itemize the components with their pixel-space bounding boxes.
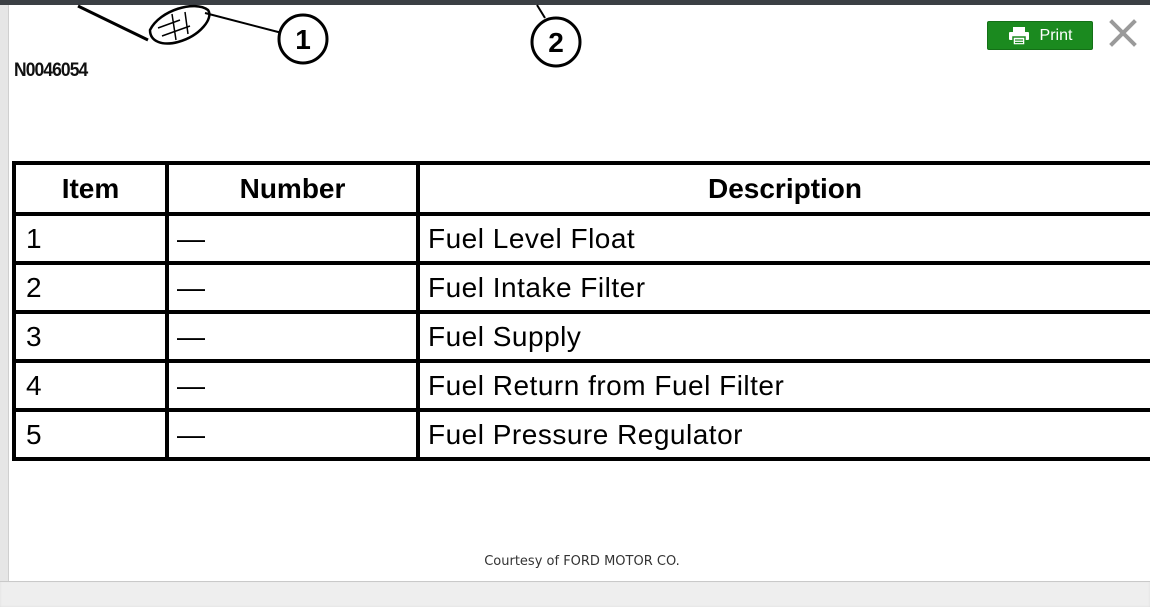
courtesy-credit: Courtesy of FORD MOTOR CO.: [484, 554, 680, 569]
cell-item: 3: [14, 312, 167, 361]
header-item: Item: [14, 163, 167, 214]
close-button[interactable]: [1108, 18, 1138, 48]
cell-number: —: [167, 312, 418, 361]
print-button[interactable]: [987, 21, 1093, 50]
svg-text:1: 1: [295, 24, 311, 55]
cell-item: 2: [14, 263, 167, 312]
table-row: [14, 361, 1150, 410]
fuel-system-illustration: [0, 0, 700, 100]
cell-number: —: [167, 361, 418, 410]
cell-description: Fuel Level Float: [418, 214, 1150, 263]
table-row: [14, 312, 1150, 361]
bottom-scroll-bar: [0, 581, 1150, 607]
cell-description: Fuel Intake Filter: [418, 263, 1150, 312]
callout-1: [279, 15, 327, 63]
svg-text:2: 2: [548, 27, 564, 58]
table-row: [14, 263, 1150, 312]
cell-number: —: [167, 214, 418, 263]
cell-description: Fuel Supply: [418, 312, 1150, 361]
header-description: Description: [418, 163, 1150, 214]
cell-description: Fuel Pressure Regulator: [418, 410, 1150, 459]
close-icon: [1108, 18, 1138, 48]
table-row: [14, 410, 1150, 459]
header-number: Number: [167, 163, 418, 214]
cell-item: 5: [14, 410, 167, 459]
cell-number: —: [167, 263, 418, 312]
callout-2: [532, 18, 580, 66]
printer-icon: [1008, 26, 1030, 46]
table-header-row: [14, 163, 1150, 214]
figure-code: N0046054: [14, 60, 88, 81]
cell-description: Fuel Return from Fuel Filter: [418, 361, 1150, 410]
parts-table: [12, 161, 1150, 461]
print-button-label: Print: [1039, 26, 1073, 44]
cell-item: 4: [14, 361, 167, 410]
table-row: [14, 214, 1150, 263]
cell-item: 1: [14, 214, 167, 263]
cell-number: —: [167, 410, 418, 459]
